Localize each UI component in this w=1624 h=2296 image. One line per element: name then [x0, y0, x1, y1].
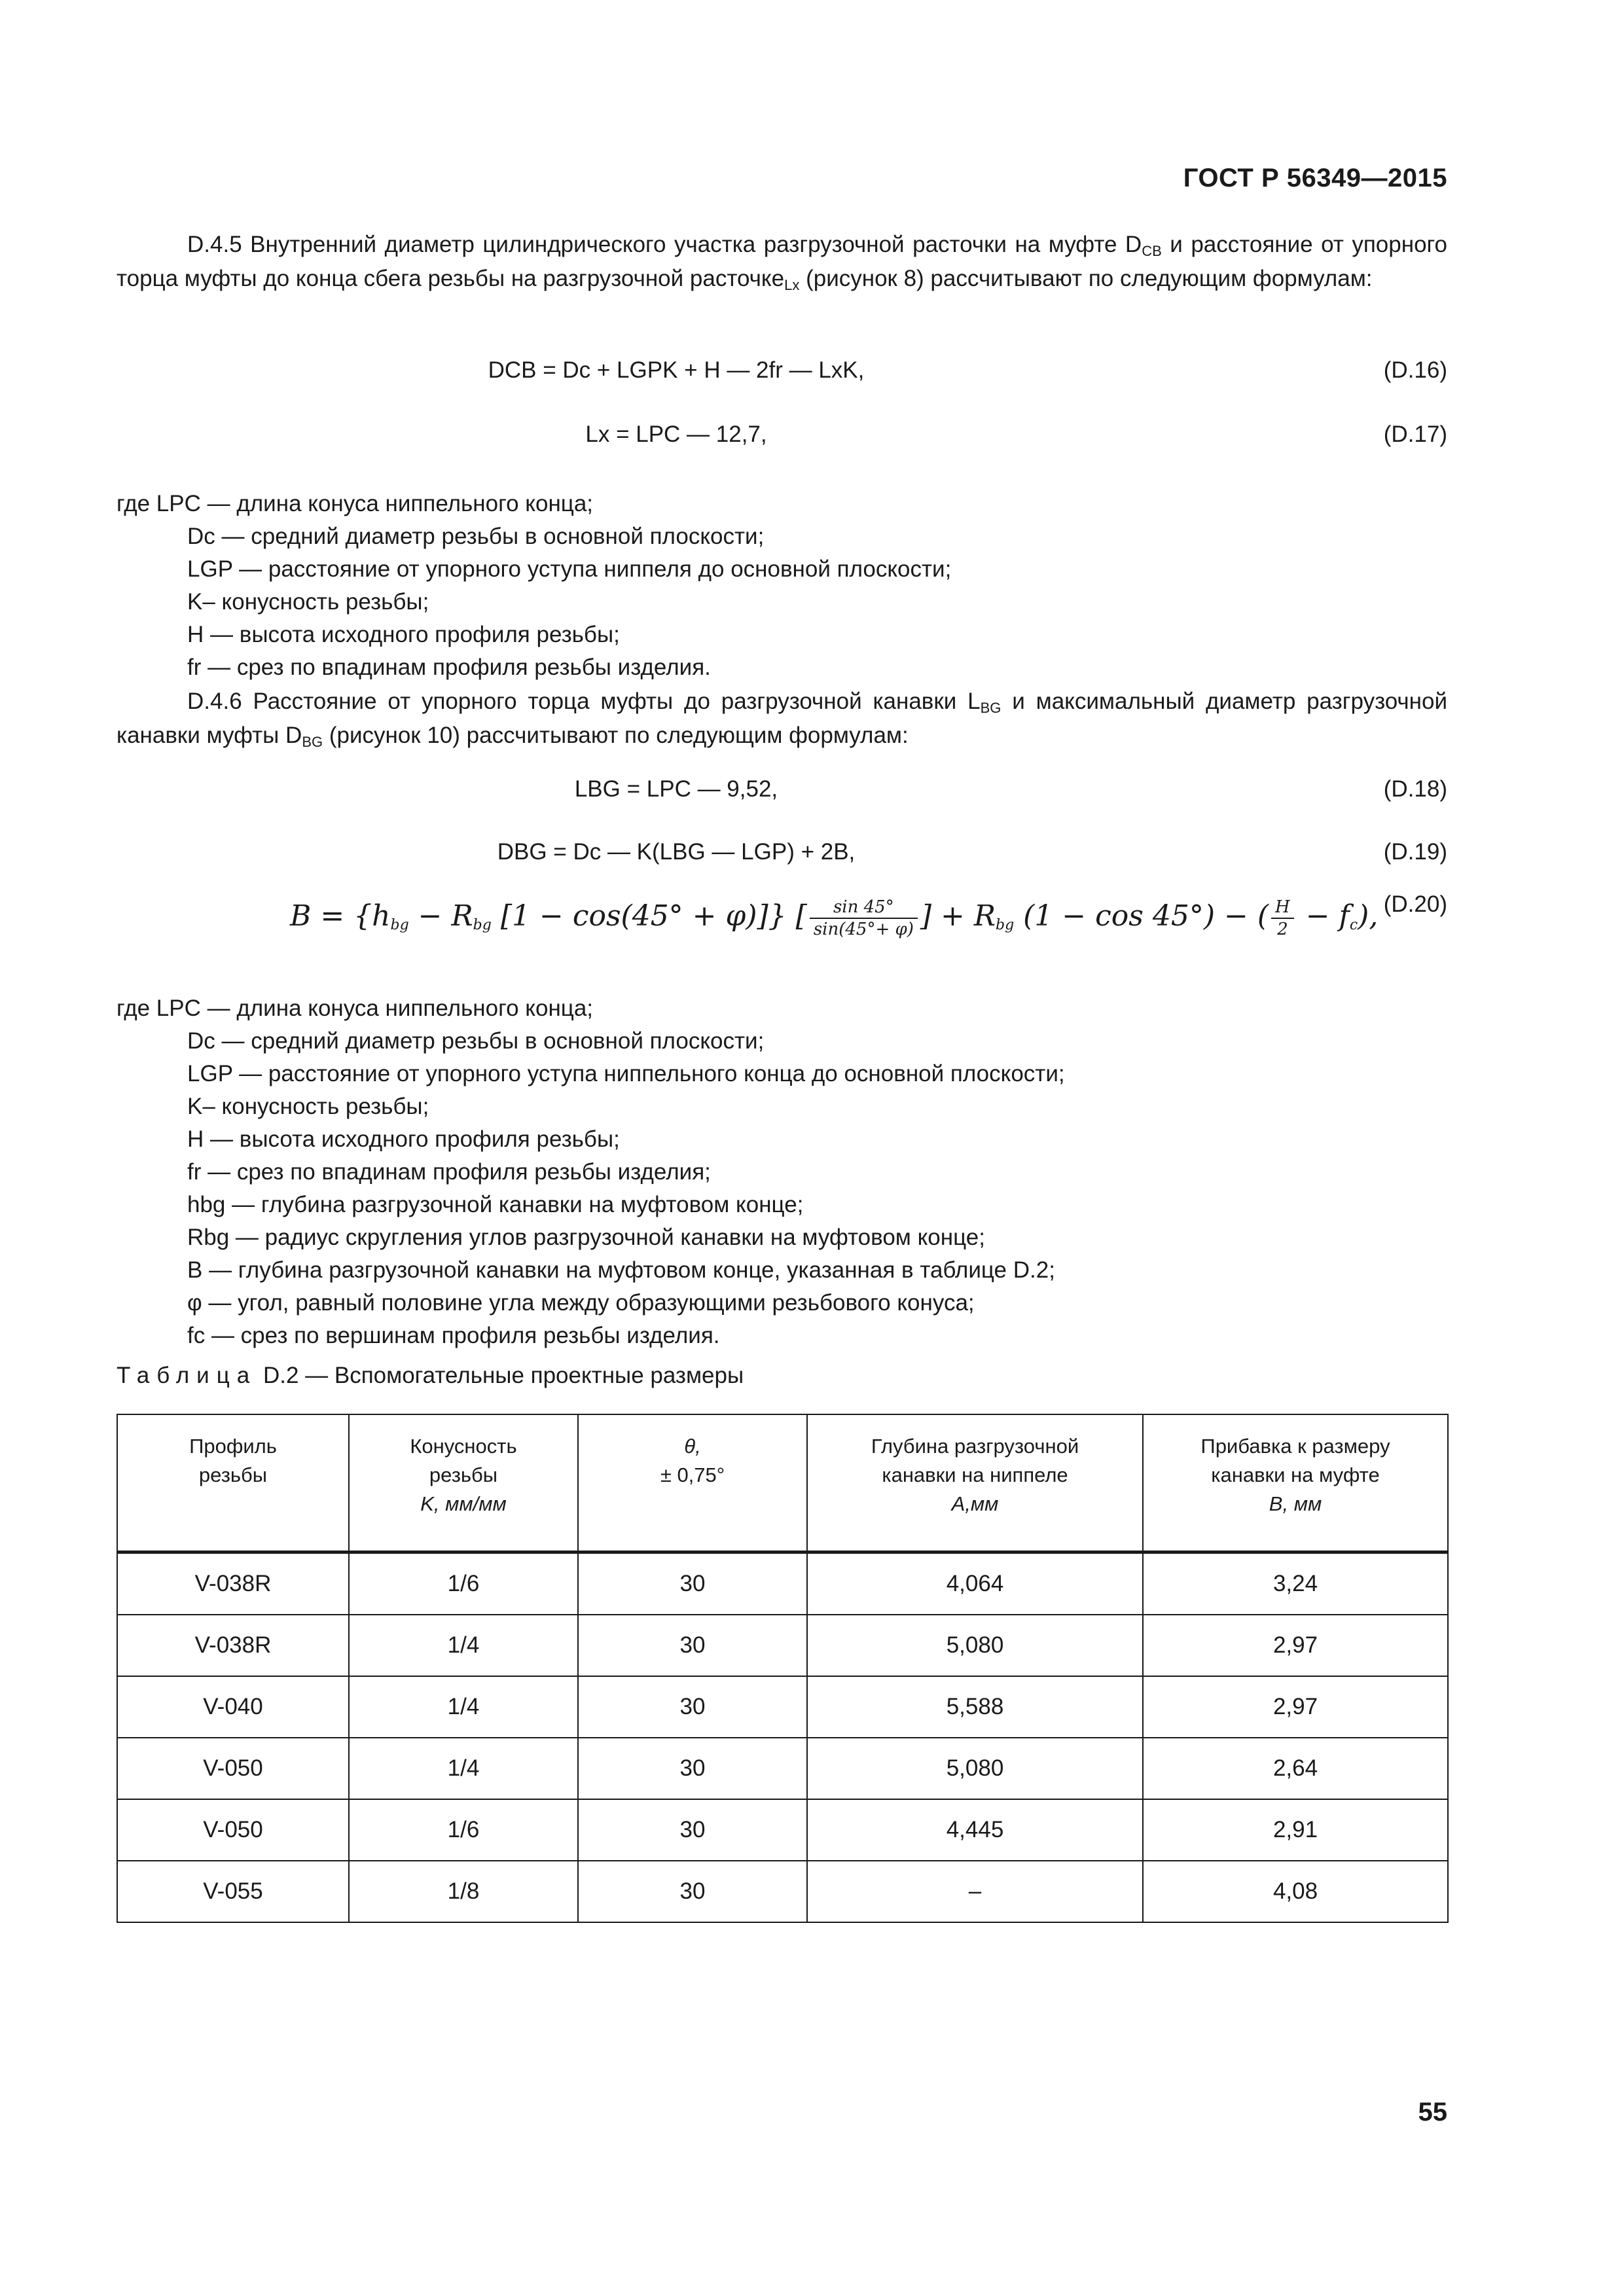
- cell-taper: 1/8: [349, 1861, 578, 1922]
- definition-item: K– конусность резьбы;: [187, 589, 429, 615]
- cell-depth-a: 5,080: [807, 1615, 1143, 1676]
- formula-d17-expr: Lx = LPC — 12,7,: [585, 422, 767, 447]
- d46-text-3: (рисунок 10) рассчитывают по следующим формулам:: [323, 723, 909, 748]
- cell-depth-a: –: [807, 1861, 1143, 1922]
- d45-text-1: D.4.5 Внутренний диаметр цилиндрического участка разгрузочной расточки на муфте D: [187, 232, 1142, 257]
- fraction-2-denominator: 2: [1277, 919, 1288, 939]
- cell-addition-b: 2,64: [1143, 1738, 1448, 1799]
- cell-theta: 30: [578, 1861, 807, 1922]
- cell-taper: 1/4: [349, 1738, 578, 1799]
- cell-profile: V-038R: [117, 1615, 349, 1676]
- cell-theta: 30: [578, 1552, 807, 1615]
- definitions-list-1: [117, 488, 1447, 684]
- definition-item: fc — срез по вершинам профиля резьбы изделия.: [187, 1323, 720, 1348]
- cell-theta: 30: [578, 1615, 807, 1676]
- formula-d20-number: (D.20): [1383, 891, 1447, 917]
- definition-item: H — высота исходного профиля резьбы;: [187, 1126, 620, 1152]
- definition-item: fr — срез по впадинам профиля резьбы изделия.: [187, 655, 711, 680]
- table-caption: [117, 1363, 744, 1389]
- formula-d18: [117, 772, 1447, 806]
- table-caption-label: Таблица: [117, 1363, 257, 1388]
- formula-d20-fraction-2: [1271, 897, 1294, 940]
- paragraph-d45: [117, 228, 1447, 296]
- formula-d16: [117, 353, 1447, 387]
- formula-d19-number: (D.19): [1383, 839, 1447, 865]
- paragraph-d46: [117, 685, 1447, 753]
- cell-profile: V-050: [117, 1738, 349, 1799]
- fraction-2-numerator: H: [1271, 897, 1294, 919]
- cell-theta: 30: [578, 1738, 807, 1799]
- d45-sub-2: Lx: [784, 277, 800, 293]
- cell-depth-a: 4,445: [807, 1799, 1143, 1861]
- cell-depth-a: 5,588: [807, 1676, 1143, 1738]
- standard-designation: ГОСТ Р 56349—2015: [1183, 164, 1447, 192]
- table-row: [117, 1861, 1448, 1922]
- cell-profile: V-040: [117, 1676, 349, 1738]
- formula-d20-lead: B = {h: [290, 899, 391, 933]
- cell-addition-b: 3,24: [1143, 1552, 1448, 1615]
- d45-text-3: (рисунок 8) рассчитывают по следующим формулам:: [799, 266, 1373, 291]
- d45-sub-1: CB: [1142, 243, 1162, 259]
- cell-depth-a: 4,064: [807, 1552, 1143, 1615]
- formula-d20-fraction-1: [810, 897, 918, 940]
- page-number: 55: [1418, 2098, 1447, 2126]
- cell-taper: 1/6: [349, 1799, 578, 1861]
- definition-item: φ — угол, равный половине угла между образующими резьбового конуса;: [187, 1290, 975, 1316]
- cell-theta: 30: [578, 1676, 807, 1738]
- cell-taper: 1/6: [349, 1552, 578, 1615]
- cell-taper: 1/4: [349, 1615, 578, 1676]
- cell-profile: V-050: [117, 1799, 349, 1861]
- cell-taper: 1/4: [349, 1676, 578, 1738]
- fraction-1-numerator: sin 45°: [810, 897, 918, 919]
- table-row: [117, 1799, 1448, 1861]
- definition-item: H — высота исходного профиля резьбы;: [187, 622, 620, 647]
- formula-d20-expr: $B = \{h_{bg} - R_{bg}$ [1 − cos(45° + φ)]} [ $\frac{\sin 45^\circ}{\sin(45^\circ+ \varphi)}$ ] + $R_{bg}$ (1 − cos 45°) − ( $\frac{H}{2}$ − $f_c$),: [290, 897, 1379, 939]
- formula-d20: [117, 884, 1447, 956]
- formula-d18-expr: LBG = LPC — 9,52,: [574, 776, 778, 802]
- header-taper: Конусность резьбы K, мм/мм: [349, 1414, 578, 1552]
- cell-addition-b: 4,08: [1143, 1861, 1448, 1922]
- table-row: [117, 1552, 1448, 1615]
- definition-item: hbg — глубина разгрузочной канавки на муфтовом конце;: [187, 1192, 804, 1217]
- cell-theta: 30: [578, 1799, 807, 1861]
- definitions-list-2: [117, 992, 1447, 1352]
- table-row: [117, 1615, 1448, 1676]
- d45-text-2: и расстояние от упорного торца муфты до конца сбега резьбы на разгрузочной расточке: [117, 232, 1447, 291]
- formula-d16-number: (D.16): [1383, 357, 1447, 383]
- definition-item: LGP — расстояние от упорного уступа ниппеля до основной плоскости;: [187, 556, 952, 582]
- cell-profile: V-055: [117, 1861, 349, 1922]
- definition-item: Dc — средний диаметр резьбы в основной плоскости;: [187, 524, 765, 549]
- formula-d19-expr: DBG = Dc — K(LBG — LGP) + 2B,: [497, 839, 856, 865]
- header-nipple-groove-depth: Глубина разгрузочной канавки на ниппеле A,мм: [807, 1414, 1143, 1552]
- formula-d19: [117, 835, 1447, 869]
- cell-depth-a: 5,080: [807, 1738, 1143, 1799]
- header-theta: θ, ± 0,75°: [578, 1414, 807, 1552]
- cell-addition-b: 2,97: [1143, 1615, 1448, 1676]
- d46-text-1: D.4.6 Расстояние от упорного торца муфты до разгрузочной канавки L: [187, 689, 981, 714]
- definition-lpc: где LPC — длина конуса ниппельного конца;: [117, 996, 594, 1021]
- definition-item: Rbg — радиус скругления углов разгрузочной канавки на муфтовом конце;: [187, 1225, 985, 1250]
- table-row: [117, 1676, 1448, 1738]
- definition-lpc: где LPC — длина конуса ниппельного конца;: [117, 491, 594, 516]
- header-box-groove-addition: Прибавка к размеру канавки на муфте B, мм: [1143, 1414, 1448, 1552]
- table-caption-title: D.2 — Вспомогательные проектные размеры: [257, 1363, 744, 1388]
- fraction-1-denominator: sin(45°+ φ): [813, 919, 914, 939]
- table-header-row: [117, 1414, 1448, 1552]
- definition-item: K– конусность резьбы;: [187, 1094, 429, 1119]
- formula-d18-number: (D.18): [1383, 776, 1447, 802]
- definition-item: fr — срез по впадинам профиля резьбы изделия;: [187, 1159, 711, 1185]
- formula-d17: [117, 418, 1447, 452]
- header-thread-profile: Профиль резьбы: [117, 1414, 349, 1552]
- definition-item: B — глубина разгрузочной канавки на муфтовом конце, указанная в таблице D.2;: [187, 1257, 1055, 1283]
- cell-addition-b: 2,97: [1143, 1676, 1448, 1738]
- d46-sub-1: BG: [980, 700, 1001, 716]
- cell-profile: V-038R: [117, 1552, 349, 1615]
- formula-d17-number: (D.17): [1383, 422, 1447, 447]
- cell-addition-b: 2,91: [1143, 1799, 1448, 1861]
- auxiliary-dimensions-table: [117, 1414, 1449, 1923]
- formula-d16-expr: DСВ = Dc + LGPK + H — 2fr — LxK,: [488, 357, 865, 383]
- definition-item: LGP — расстояние от упорного уступа ниппельного конца до основной плоскости;: [187, 1061, 1065, 1086]
- definition-item: Dc — средний диаметр резьбы в основной плоскости;: [187, 1028, 765, 1054]
- d46-text-2: и максимальный диаметр разгрузочной канавки муфты D: [117, 689, 1448, 748]
- table-row: [117, 1738, 1448, 1799]
- d46-sub-2: BG: [302, 734, 323, 750]
